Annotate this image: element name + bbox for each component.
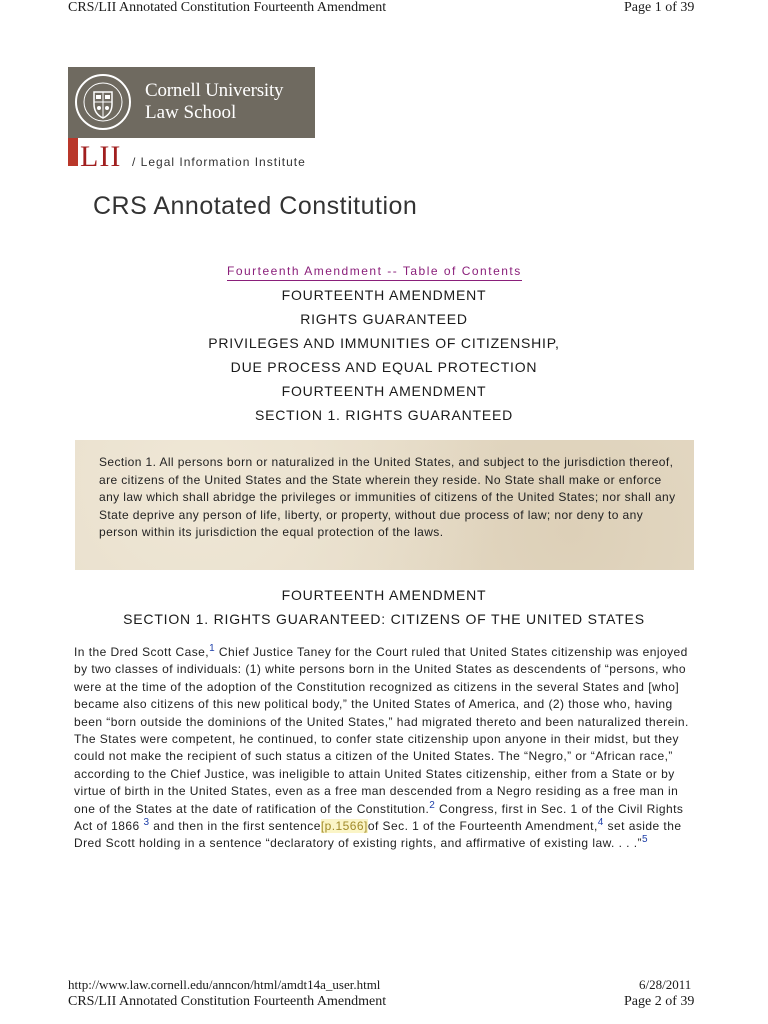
body-text-span: of Sec. 1 of the Fourteenth Amendment,: [367, 819, 598, 834]
page-reference: [p.1566]: [320, 819, 368, 834]
cornell-seal-icon: [74, 73, 132, 131]
footnote-link[interactable]: 1: [209, 643, 216, 654]
footnote-link[interactable]: 4: [597, 817, 604, 829]
heading-line: RIGHTS GUARANTEED: [300, 311, 468, 327]
cornell-logo[interactable]: [68, 67, 315, 138]
page-header-title: CRS/LII Annotated Constitution Fourteenth Amendment: [68, 0, 387, 15]
lii-logo-mark[interactable]: LII: [80, 140, 122, 173]
body-paragraph: [74, 644, 702, 853]
body-text-span: Chief Justice Taney for the Court ruled that United States citizenship was enjoyed by two classes of individuals: (1) white persons born in the United States as descendents of “persons, who were at the time of the adoption of the Constitution recognized as citizens in the several States and [who] became also citizens of this new political body,” the United States of America, and (2) those who, having been “born outside the dominions of the United States,” had migrated thereto and been naturalized therein. The States were competent, he continued, to confer state citizenship upon anyone in their midst, but they could not make the recipient of such status a citizen of the United States. The “Negro,” or “African race,” according to the Chief Justice, was ineligible to attain United States citizenship, either from a State or by virtue of birth in the United States, even as a free man descended from a Negro residing as a free man in one of the States at the date of ratification of the Constitution.: [74, 645, 689, 816]
table-of-contents-link[interactable]: Fourteenth Amendment -- Table of Contents: [227, 264, 522, 281]
lii-tagline: / Legal Information Institute: [132, 155, 306, 169]
section-text-box: [75, 440, 694, 570]
body-text-span: set aside the Dred Scott holding in a sentence “declaratory of existing rights, and affirmative of existing law. . . .”: [74, 819, 682, 851]
footnote-link[interactable]: 5: [641, 834, 648, 846]
footnote-link[interactable]: 3: [143, 817, 150, 829]
footer-page-number: Page 2 of 39: [624, 994, 695, 1009]
body-text-span: and then in the first sentence: [149, 819, 321, 834]
heading-line: FOURTEENTH AMENDMENT: [281, 383, 487, 399]
heading-line: SECTION 1. RIGHTS GUARANTEED: [254, 407, 514, 423]
footer-date: 6/28/2011: [639, 977, 692, 992]
page-header-number: Page 1 of 39: [624, 0, 695, 15]
section-text: Section 1. All persons born or naturalized in the United States, and subject to the jurisdiction thereof, are citizens of the United States and the State wherein they reside. No State shall make or enforce any law which shall abridge the privileges or immunities of citizens of the United States; nor shall any State deprive any person of life, liberty, or property, without due process of law; nor deny to any person within its jurisdiction the equal protection of the laws.: [99, 455, 676, 539]
footer-title: CRS/LII Annotated Constitution Fourteenth Amendment: [68, 994, 387, 1009]
heading-line: DUE PROCESS AND EQUAL PROTECTION: [230, 359, 538, 375]
site-title: CRS Annotated Constitution: [93, 192, 418, 220]
logo-school-name: Law School: [145, 102, 237, 123]
subheading-line: SECTION 1. RIGHTS GUARANTEED: CITIZENS OF THE UNITED STATES: [123, 611, 645, 627]
heading-line: FOURTEENTH AMENDMENT: [281, 287, 487, 303]
body-text-span: In the Dred Scott Case,: [74, 645, 210, 659]
footnote-link[interactable]: 2: [429, 799, 436, 811]
lii-accent-bar: [68, 138, 78, 166]
heading-line: PRIVILEGES AND IMMUNITIES OF CITIZENSHIP,: [208, 335, 560, 351]
footer-url: http://www.law.cornell.edu/anncon/html/amdt14a_user.html: [68, 977, 381, 992]
subheading-line: FOURTEENTH AMENDMENT: [281, 587, 487, 603]
body-text-span: Congress, first in Sec. 1 of the Civil Rights Act of 1866: [74, 801, 684, 834]
logo-university-name: Cornell University: [145, 80, 284, 101]
